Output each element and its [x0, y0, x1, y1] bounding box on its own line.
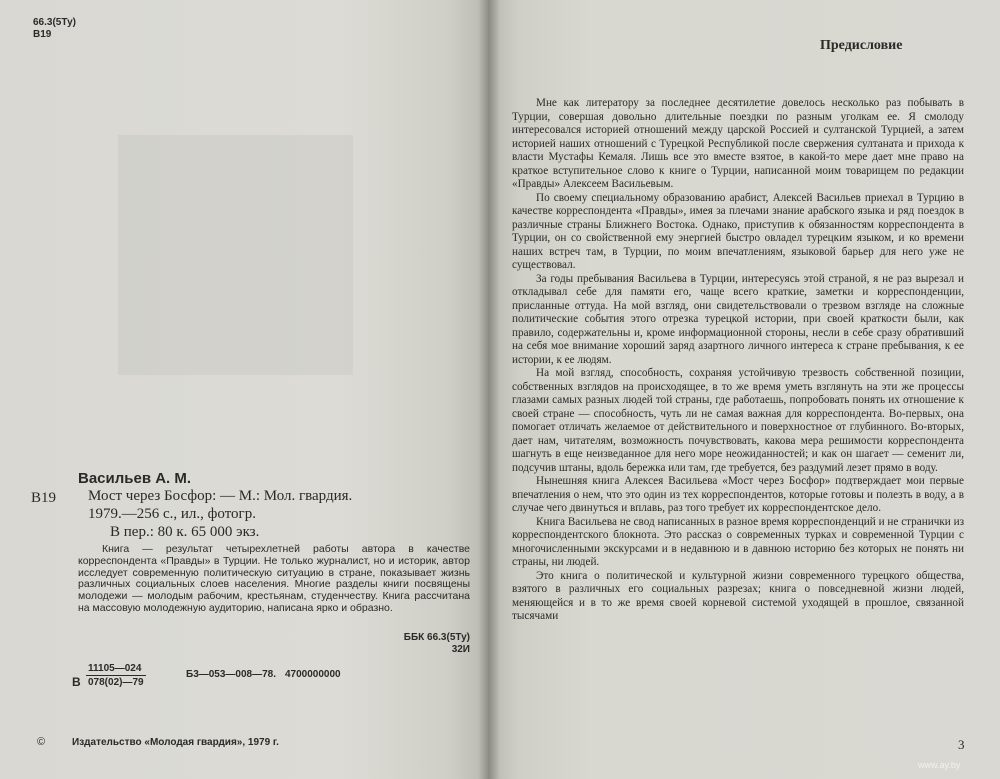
preface-paragraph: На мой взгляд, способность, сохраняя устойчивую трезвость собственной позиции, собственных взглядов на происходящее, в то же время уметь взглянуть на эти же процессы глазами самых разных людей той страны, где работаешь, попробовать понять их отношение к своей стране — способность, чуть ли не самая важная для корреспондента. Во-первых, она помогает отличать желаемое от действительного и поверхностное от глубинного. Во-вторых, дает нам, читателям, возможность почувствовать, какова мера решимости корреспондента шагнуть в еще неизведанное для него море неожиданностей; и как он шагает — семенит ли, подсучив штаны, вдоль бережка или там, где требуется, без раздумий лезет прямо в воду. [512, 367, 964, 474]
bibliographic-line-2: 1979.—256 с., ил., фотогр. [88, 506, 256, 522]
catalog-number: 4700000000 [285, 669, 341, 680]
book-annotation: Книга — результат четырехлетней работы автора в качестве корреспондента «Правды» в Турции. Не только журналист, но и историк, автор исследует современную политическую ситуацию в стране, показывает жизнь различных социальных слоев населения. Многие разделы книги посвящены молодежи — молодым рабочим, крестьянам, студенчеству. Книга рассчитана на массовую молодежную аудиторию, написана ярко и образно. [78, 543, 470, 614]
publisher-line: Издательство «Молодая гвардия», 1979 г. [72, 737, 279, 748]
watermark: www.ay.by [918, 760, 961, 770]
bibliographic-record [88, 487, 473, 523]
preface-body [512, 97, 964, 624]
preface-paragraph: Мне как литератору за последнее десятилетие довелось несколько раз побывать в Турции, совершая довольно длительные поездки по разным уголкам ее. Я смолоду интересовался историей отношений между царской Россией и султанской Турцией, а затем историей наших отношений с Турецкой Республикой после свержения султаната и прихода к власти Мустафы Кемаля. Лишь все это вместе взятое, в какой-то мере дает мне право на краткое вступительное слово к книге о Турции, написанной моим товарищем по редакции «Правды» Алексеем Васильевым. [512, 97, 964, 190]
left-page [0, 0, 488, 779]
preface-paragraph: По своему специальному образованию арабист, Алексей Васильев приехал в Турцию в качестве корреспондента «Правды», имея за плечами знание арабского языка и ряд поездок в различные страны Ближнего Востока. Однако, приступив к обязанностям корреспондента в Турции, он со свойственной ему энергией быстро овладел турецким языком, и ко времени наших встреч там, в Турции, по моим впечатлениям, языковой барьер для него уже не существовал. [512, 191, 964, 271]
catalog-numerator: 11105—024 [86, 662, 146, 676]
classification-code [33, 17, 76, 41]
book-gutter [478, 0, 500, 779]
bbk-code-line-2: 32И [451, 644, 470, 655]
bibliographic-index: В19 [31, 490, 57, 506]
copyright-symbol: © [37, 736, 46, 748]
bbk-code-line-1: ББК 66.3(5Ту) [403, 632, 470, 643]
classification-index-line: В19 [33, 29, 52, 40]
catalog-fraction [86, 662, 146, 689]
bbk-code [330, 632, 470, 656]
preface-paragraph: Это книга о политической и культурной жизни современного турецкого общества, взятого в различных его социальных разрезах; книга о повседневной жизни людей, меняющейся и в то же время своей корневой системой уходящей в прошлое, связанной тысячами [512, 569, 964, 622]
catalog-code: Б3—053—008—78. [186, 669, 277, 680]
page-number: 3 [958, 737, 965, 752]
classification-code-line: 66.3(5Ту) [33, 17, 76, 28]
preface-paragraph: Нынешняя книга Алексея Васильева «Мост через Босфор» подтверждает мои первые впечатления о нем, что это один из тех корреспондентов, которые готовы и полезть в воду, а в случае чего двинуться и вплавь, раз того требует их корреспондентское дело. [512, 475, 964, 514]
catalog-denominator: 078(02)—79 [88, 677, 144, 688]
preface-paragraph: За годы пребывания Васильева в Турции, интересуясь этой страной, я не раз вырезал и откладывал себе для памяти его, чаще всего краткие, заметки и корреспонденции, присланные оттуда. На мой взгляд, они свидетельствовали о трезвом взгляде на сложные политические события этого отрезка турецкой истории, при своей краткости были, как правило, содержательны и, кроме информационной стороны, несли в себе сразу обративший на себя мое внимание хороший заряд азартного личного интереса к стране пребывания, к ее истории, к ее людям. [512, 272, 964, 366]
price-and-print-run: В пер.: 80 к. 65 000 экз. [110, 524, 260, 540]
bibliographic-line-1: Мост через Босфор: — М.: Мол. гвардия. [88, 488, 353, 504]
author-name: Васильев А. М. [78, 470, 192, 487]
catalog-letter: В [72, 675, 81, 689]
preface-paragraph: Книга Васильева не свод написанных в разное время корреспонденций и не странички из корреспондентского блокнота. Это рассказ о современных турках и современной Турции с многочисленными экскурсами и в недавнюю и в давнюю историю без которых не понять ни страны, ни людей. [512, 515, 964, 568]
show-through-shadow [118, 135, 353, 375]
preface-heading: Предисловие [820, 38, 903, 53]
